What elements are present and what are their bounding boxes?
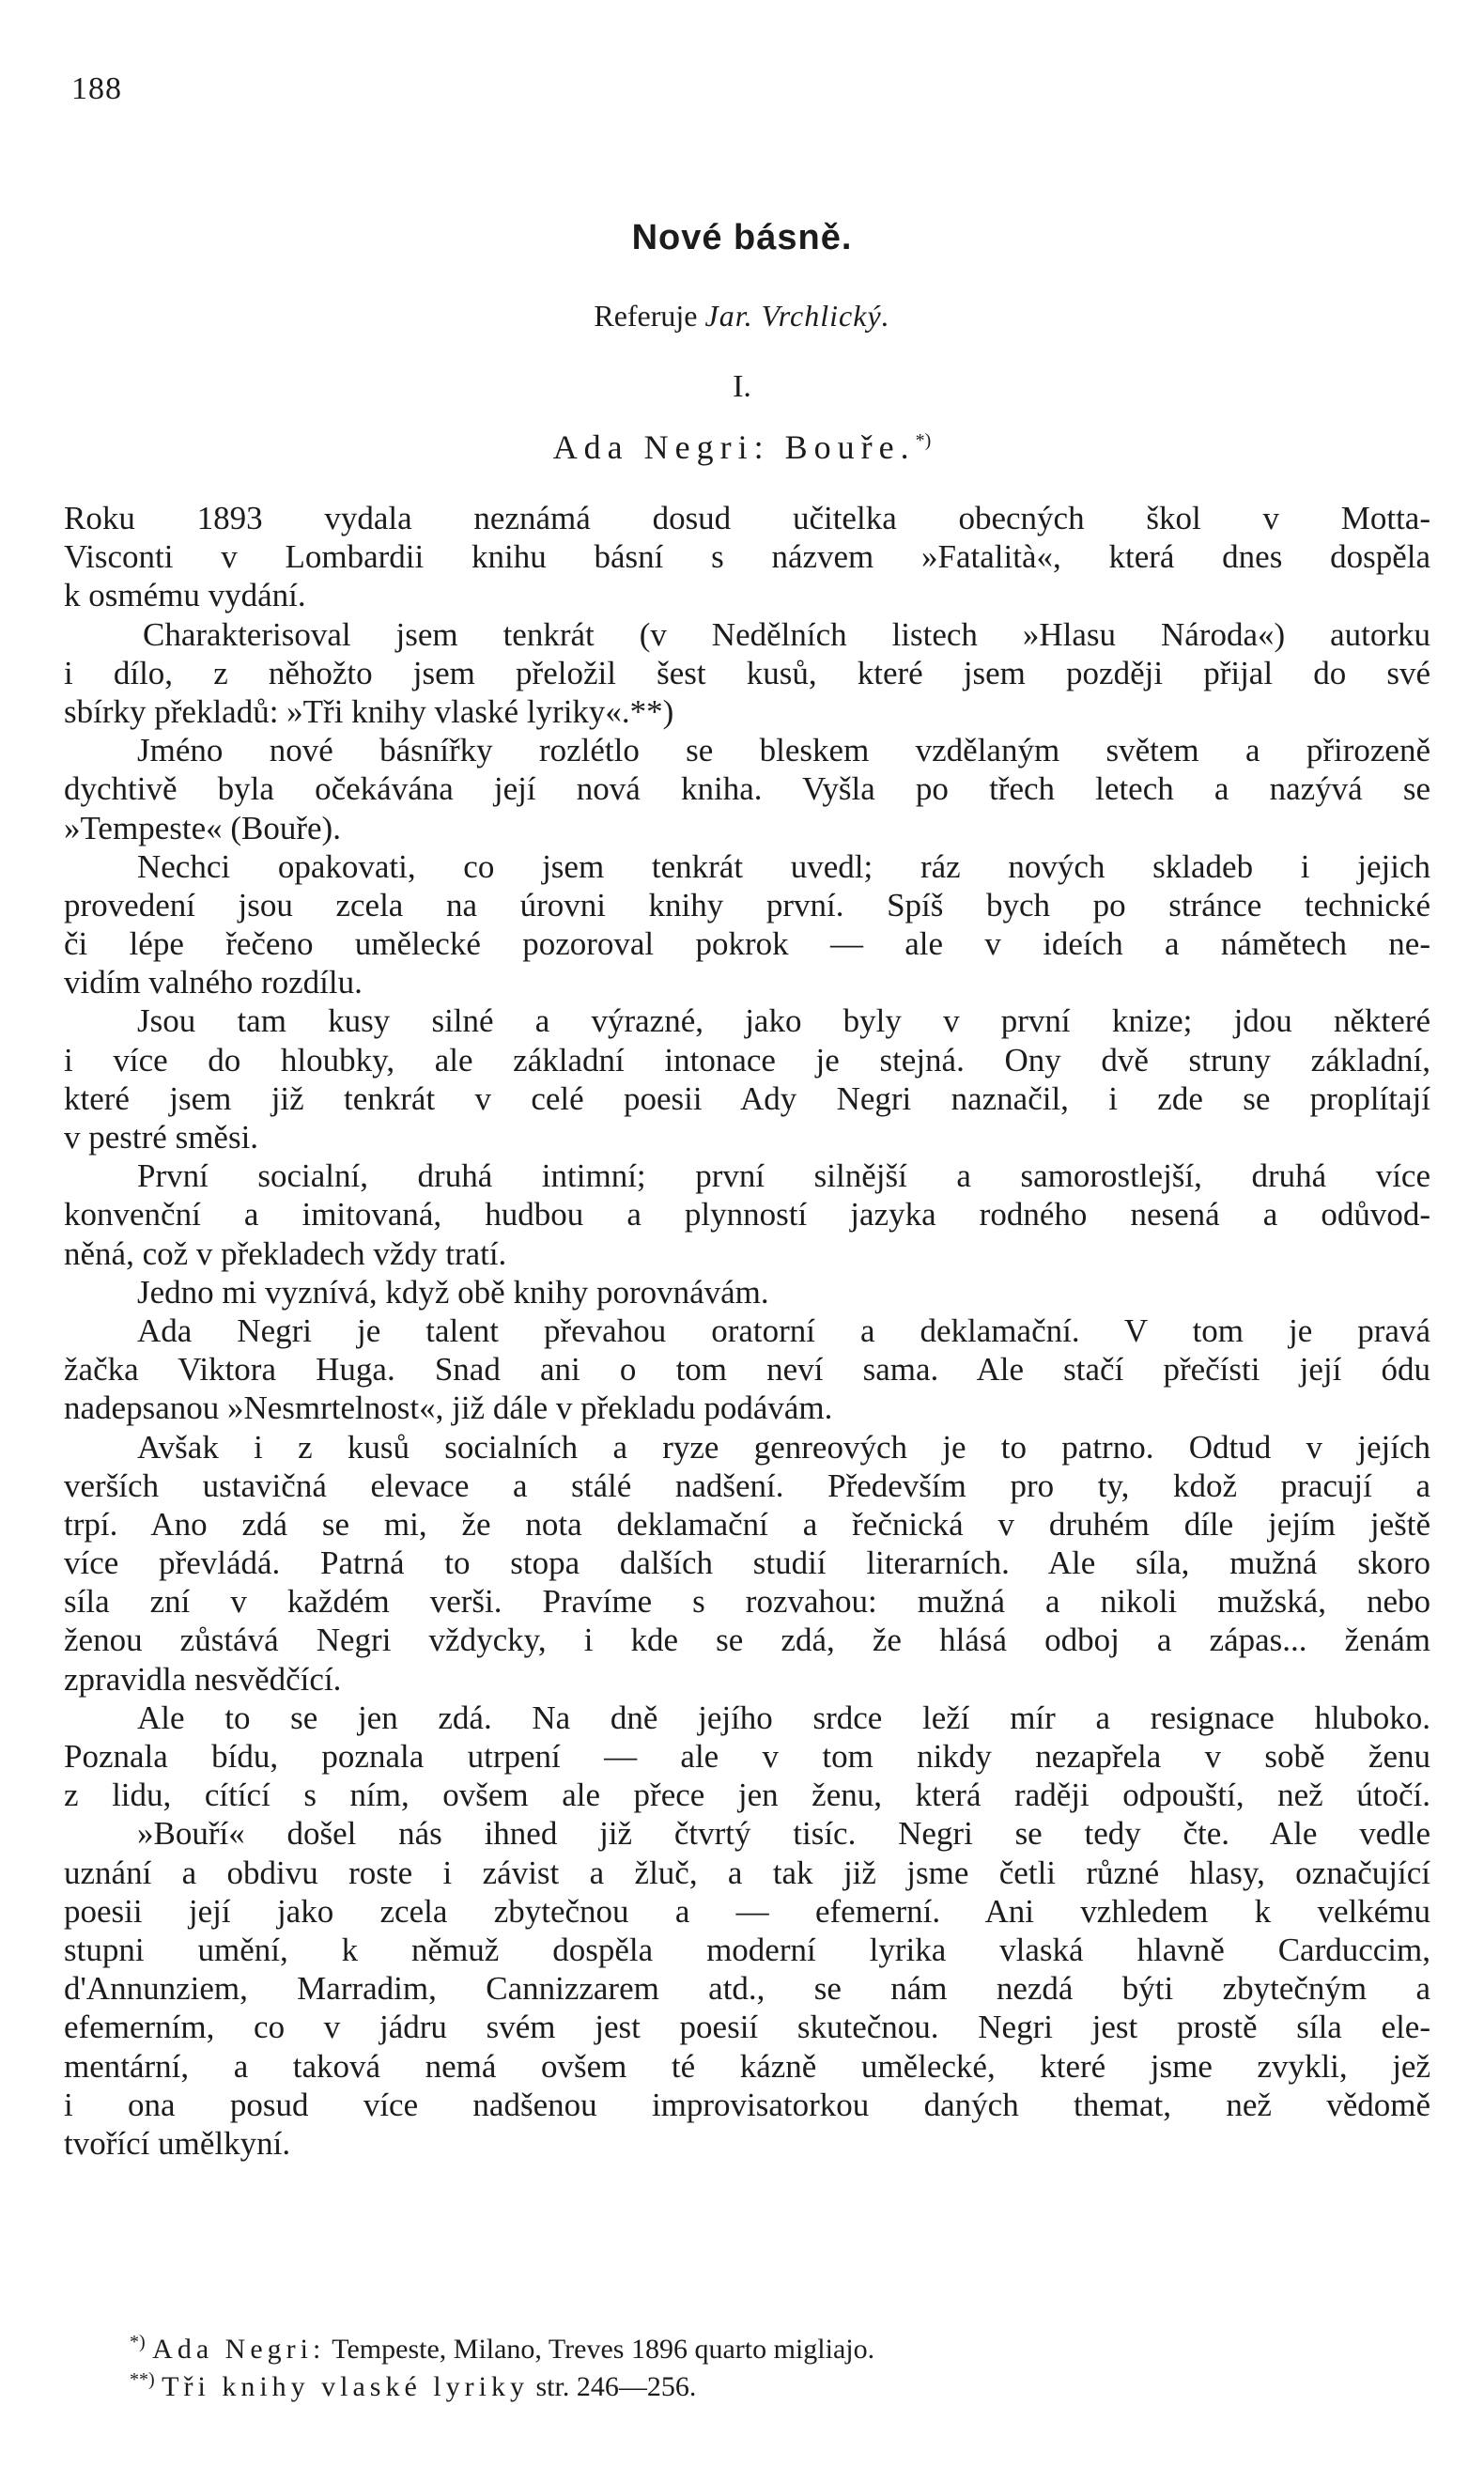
- text-line: uznání a obdivu roste i závist a žluč, a tak již jsme četli různé hlasy, označující: [64, 1854, 1430, 1891]
- text-line: i ona posud více nadšenou improvisatorkou daných themat, než vědomě: [64, 2086, 1430, 2123]
- byline: [0, 299, 1484, 334]
- text-line: Jsou tam kusy silné a výrazné, jako byly v první knize; jdou některé: [137, 1002, 1430, 1040]
- text-line: v pestré směsi.: [64, 1119, 259, 1156]
- text-line: sbírky překladů: »Tři knihy vlaské lyriky«.**): [64, 692, 674, 730]
- text-line: Ale to se jen zdá. Na dně jejího srdce leží mír a resignace hluboko.: [137, 1699, 1430, 1736]
- footnote-1: [130, 2323, 1351, 2365]
- text-line: ženou zůstává Negri vždycky, i kde se zdá, že hlásá odboj a zápas... ženám: [64, 1622, 1430, 1659]
- footnote-text: str. 246—256.: [528, 2371, 697, 2402]
- footnote-mark: **): [130, 2369, 155, 2390]
- text-line: Visconti v Lombardii knihu básní s názvem »Fatalità«, která dnes dospěla: [64, 538, 1430, 576]
- byline-author: Jar. Vrchlický.: [704, 299, 890, 333]
- text-line: tvořící umělkyní.: [64, 2124, 291, 2162]
- text-line: dychtivě byla očekávána její nová kniha. Vyšla po třech letech a nazývá se: [64, 770, 1430, 808]
- section-number: I.: [733, 369, 751, 404]
- text-line: »Bouří« došel nás ihned již čtvrtý tisíc. Negri se tedy čte. Ale vedle: [137, 1815, 1430, 1853]
- text-line: Jméno nové básnířky rozlétlo se bleskem vzdělaným světem a přirozeně: [137, 732, 1430, 769]
- text-line: žačka Viktora Huga. Snad ani o tom neví sama. Ale stačí přečísti její ódu: [64, 1351, 1430, 1389]
- text-line: Charakterisoval jsem tenkrát (v Nedělních listech »Hlasu Národa«) autorku: [143, 615, 1430, 653]
- article-body: [64, 499, 1430, 2163]
- text-line: stupni umění, k němuž dospěla moderní lyrika vlaská hlavně Carduccim,: [64, 1931, 1430, 1968]
- text-line: které jsem již tenkrát v celé poesii Ady Negri naznačil, i zde se proplítají: [64, 1079, 1430, 1117]
- footnotes: [130, 2323, 1351, 2402]
- section-heading: [0, 427, 1484, 467]
- text-line: či lépe řečeno umělecké pozoroval pokrok — ale v ideích a námětech ne-: [64, 925, 1430, 963]
- text-line: mentární, a taková nemá ovšem té kázně umělecké, které jsme zvykli, jež: [64, 2047, 1430, 2085]
- article-title: Nové básně.: [631, 218, 853, 257]
- text-line: Avšak i z kusů socialních a ryze genreových je to patrno. Odtud v jejích: [137, 1428, 1430, 1466]
- text-line: více převládá. Patrná to stopa dalších studií literarních. Ale síla, mužná skoro: [64, 1544, 1430, 1582]
- text-line: i dílo, z něhožto jsem přeložil šest kusů, které jsem později přijal do své: [64, 654, 1430, 691]
- text-line: trpí. Ano zdá se mi, že nota deklamační a řečnická v druhém díle jejím ještě: [64, 1505, 1430, 1543]
- footnote-2: [130, 2361, 1351, 2402]
- text-line: Nechci opakovati, co jsem tenkrát uvedl; ráz nových skladeb i jejich: [137, 847, 1430, 885]
- text-line: Jedno mi vyznívá, když obě knihy porovnávám.: [137, 1273, 769, 1311]
- text-line: provedení jsou zcela na úrovni knihy první. Spíš bych po stránce technické: [64, 886, 1430, 923]
- text-line: síla zní v každém verši. Pravíme s rozvahou: mužná a nikoli mužská, nebo: [64, 1583, 1430, 1621]
- text-line: První socialní, druhá intimní; první silnější a samorostlejší, druhá více: [137, 1157, 1430, 1195]
- footnote-spaced-text: Ada Negri:: [152, 2334, 326, 2365]
- text-line: Poznala bídu, poznala utrpení — ale v tom nikdy nezapřela v sobě ženu: [64, 1738, 1430, 1775]
- text-line: »Tempeste« (Bouře).: [64, 809, 341, 846]
- text-line: Roku 1893 vydala neznámá dosud učitelka obecných škol v Motta-: [64, 500, 1430, 536]
- text-line: poesii její jako zcela zbytečnou a — efemerní. Ani vzhledem k velkému: [64, 1892, 1430, 1930]
- section-heading-text: Ada Negri: Bouře.: [552, 428, 916, 466]
- text-line: i více do hloubky, ale základní intonace je stejná. Ony dvě struny základní,: [64, 1041, 1430, 1079]
- footnote-text: Tempeste, Milano, Treves 1896 quarto migliajo.: [325, 2334, 875, 2365]
- footnote-ref-1: *): [915, 430, 932, 451]
- footnote-spaced-text: Tři knihy vlaské lyriky: [162, 2371, 529, 2402]
- text-line: zpravidla nesvědčící.: [64, 1660, 342, 1698]
- byline-prefix: Referuje: [594, 299, 698, 333]
- text-line: k osmému vydání.: [64, 577, 306, 614]
- text-line: něná, což v překladech vždy tratí.: [64, 1234, 507, 1272]
- text-line: d'Annunziem, Marradim, Cannizzarem atd., se nám nezdá býti zbytečným a: [64, 1970, 1430, 2008]
- page-number: 188: [71, 71, 122, 106]
- text-line: verších ustavičná elevace a stálé nadšení. Především pro ty, kdož pracují a: [64, 1467, 1430, 1504]
- footnote-mark: *): [130, 2332, 146, 2352]
- text-line: konvenční a imitovaná, hudbou a plynností jazyka rodného nesená a odůvod-: [64, 1196, 1430, 1234]
- text-line: vidím valného rozdílu.: [64, 964, 363, 1001]
- text-line: z lidu, cítící s ním, ovšem ale přece jen ženu, která raději odpouští, než útočí.: [64, 1777, 1430, 1814]
- text-line: efemerním, co v jádru svém jest poesií skutečnou. Negri jest prostě síla ele-: [64, 2009, 1430, 2046]
- text-line: nadepsanou »Nesmrtelnost«, již dále v překladu podávám.: [64, 1389, 833, 1427]
- text-line: Ada Negri je talent převahou oratorní a deklamační. V tom je pravá: [137, 1311, 1430, 1349]
